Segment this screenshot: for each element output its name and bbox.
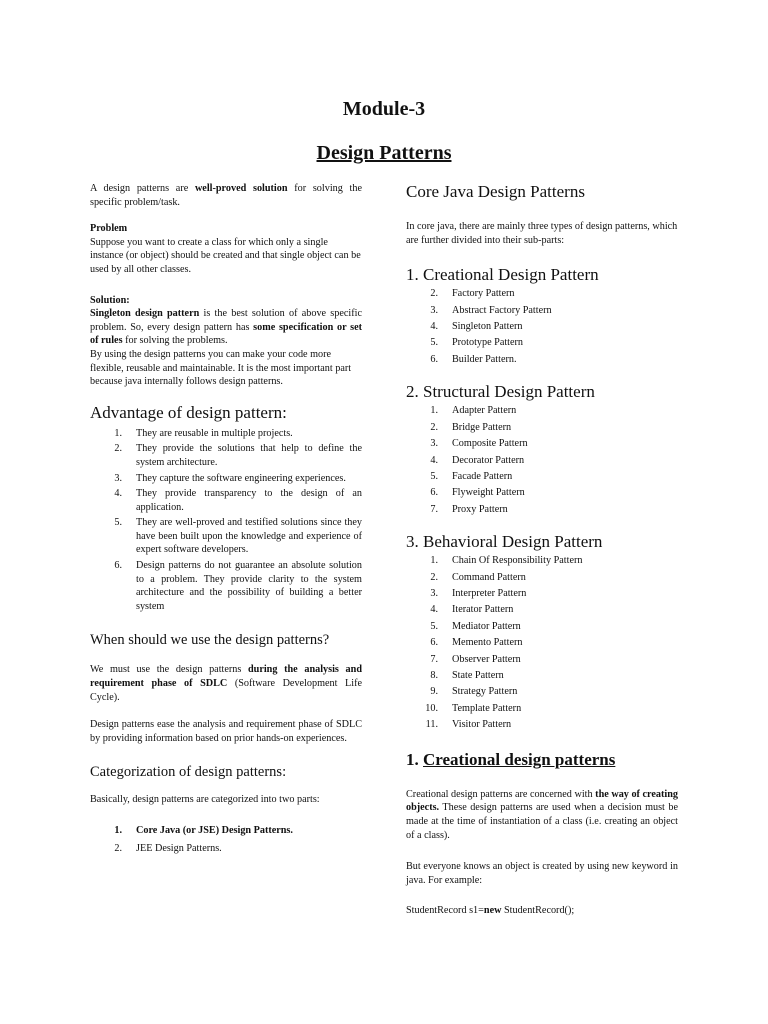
list-item: 6. Flyweight Pattern — [430, 487, 525, 499]
list-item: 10. Template Pattern — [425, 702, 522, 714]
solution-heading: Solution: — [90, 294, 130, 306]
module-title: Module-3 — [342, 98, 426, 120]
list-item: 5. Prototype Pattern — [430, 337, 524, 349]
list-item: 1. They are reusable in multiple projects. — [114, 427, 293, 439]
intro-paragraph: A design patterns are well-proved solution for solving the specific problem/task. — [90, 183, 363, 208]
list-item: 2. Factory Pattern — [430, 288, 515, 300]
advantage-heading: Advantage of design pattern: — [90, 402, 287, 422]
list-item: 3. Interpreter Pattern — [430, 588, 527, 600]
behavioral-list — [406, 554, 678, 732]
list-item: 4. Singleton Pattern — [430, 320, 523, 332]
list-item: 6. Builder Pattern. — [430, 353, 517, 365]
list-item: 2. They provide the solutions that help to define the system architecture. — [114, 443, 362, 468]
advantage-list — [90, 427, 362, 614]
new-keyword-paragraph: But everyone knows an object is created by using new keyword in java. For example: — [406, 861, 678, 886]
when-heading: When should we use the design patterns? — [90, 632, 330, 649]
list-item: 2. Command Pattern — [430, 571, 526, 583]
main-title: Design Patterns — [316, 142, 452, 164]
problem-paragraph: Suppose you want to create a class for which only a single instance (or object) should be created and that single object can be used by all other classes. — [90, 236, 361, 275]
list-item: 4. They provide transparency to the design of an application. — [114, 488, 362, 513]
list-item: 1. Adapter Pattern — [430, 405, 517, 417]
list-item: 1. Chain Of Responsibility Pattern — [430, 555, 583, 567]
list-item: 6. Memento Pattern — [430, 637, 523, 649]
list-item: 11. Visitor Pattern — [425, 719, 512, 731]
list-item: 3. Abstract Factory Pattern — [430, 304, 552, 316]
structural-heading: 2. Structural Design Pattern — [406, 382, 595, 402]
list-item: 4. Iterator Pattern — [430, 604, 514, 616]
list-item: 4. Decorator Pattern — [430, 454, 525, 466]
creational-design-patterns-heading: 1. Creational design patterns — [406, 749, 616, 769]
list-item: 2. JEE Design Patterns. — [114, 842, 222, 854]
categorization-heading: Categorization of design patterns: — [90, 764, 287, 781]
list-item: 2. Bridge Pattern — [430, 421, 512, 433]
creational-heading: 1. Creational Design Pattern — [406, 265, 599, 285]
list-item: 7. Observer Pattern — [430, 653, 521, 665]
list-item: 6. Design patterns do not guarantee an absolute solution to a problem. They provide clarity to the system architecture and the possibility of building a better system — [114, 560, 362, 612]
core-java-heading: Core Java Design Patterns — [406, 182, 585, 201]
list-item: 7. Proxy Pattern — [430, 503, 508, 515]
solution-paragraph: Singleton design pattern is the best solution of above specific problem. So, every design pattern has some specification or set of rules for solving the problems. — [90, 308, 363, 347]
list-item: 9. Strategy Pattern — [430, 686, 518, 698]
structural-list — [406, 404, 678, 516]
code-example: StudentRecord s1=new StudentRecord(); — [406, 905, 575, 917]
when-paragraph: We must use the design patterns during the analysis and requirement phase of SDLC (Software Development Life Cycle). — [90, 664, 362, 703]
list-item: 5. They are well-proved and testified solutions since they have been built upon the knowledge and experience of expert software developers. — [114, 517, 362, 556]
ease-paragraph: Design patterns ease the analysis and requirement phase of SDLC by providing information based on prior hands-on experiences. — [90, 719, 362, 744]
right-column — [406, 182, 678, 918]
problem-heading: Problem — [90, 223, 128, 235]
list-item: 5. Mediator Pattern — [430, 620, 521, 632]
list-item: 3. Composite Pattern — [430, 438, 528, 450]
behavioral-heading: 3. Behavioral Design Pattern — [406, 532, 603, 552]
list-item: 5. Facade Pattern — [430, 470, 513, 482]
creational-paragraph: Creational design patterns are concerned with the way of creating objects. These design patterns are used when a decision must be made at the time of instantiation of a class (i.e. creating an object of a class). — [406, 788, 678, 841]
left-column — [90, 182, 362, 859]
list-item: 3. They capture the software engineering experiences. — [114, 472, 346, 484]
categorization-paragraph: Basically, design patterns are categorized into two parts: — [90, 794, 320, 806]
list-item: 1. Core Java (or JSE) Design Patterns. — [114, 825, 293, 836]
core-java-paragraph: In core java, there are mainly three types of design patterns, which are further divided into their sub-parts: — [406, 221, 678, 246]
list-item: 8. State Pattern — [430, 670, 504, 682]
solution-paragraph-2: By using the design patterns you can make your code more flexible, reusable and maintainable. It is the most important part because java internally follows design patterns. — [90, 348, 352, 388]
creational-list — [406, 287, 678, 366]
categorization-list — [90, 824, 362, 855]
